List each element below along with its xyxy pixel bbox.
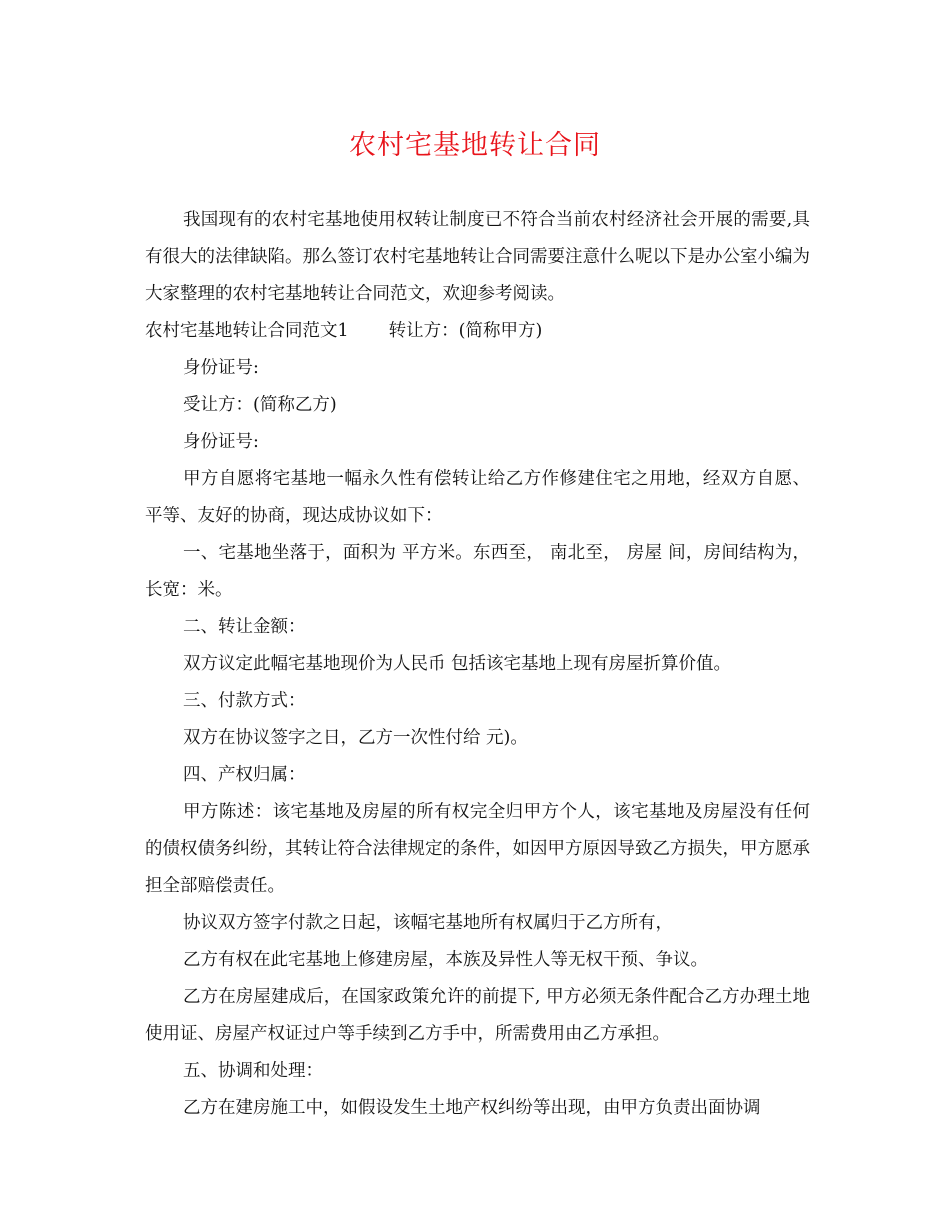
clause-4-paragraph-3: 乙方有权在此宅基地上修建房屋，本族及异性人等无权干预、争议。	[183, 950, 708, 970]
sample-heading-line	[145, 313, 810, 350]
transferee-id-line: 身份证号:	[183, 432, 259, 452]
clause-3-paragraph: 双方在协议签字之日，乙方一次性付给 元)。	[183, 728, 528, 748]
document-title: 农村宅基地转让合同	[349, 130, 601, 161]
agreement-paragraph: 甲方自愿将宅基地一幅永久性有偿转让给乙方作修建住宅之用地，经双方自愿、平等、友好的协商，现达成协议如下：	[145, 469, 810, 526]
document-body	[145, 202, 810, 1127]
clause-1-paragraph: 一、宅基地坐落于，面积为 平方米。东西至， 南北至， 房屋 间，房间结构为，长宽：米。	[145, 543, 810, 600]
clause-5-heading: 五、协调和处理：	[183, 1061, 323, 1081]
clause-3-heading: 三、付款方式：	[183, 691, 306, 711]
clause-4-heading: 四、产权归属：	[183, 765, 306, 785]
clause-4-paragraph-1: 甲方陈述：该宅基地及房屋的所有权完全归甲方个人，该宅基地及房屋没有任何的债权债务纠纷，其转让符合法律规定的条件，如因甲方原因导致乙方损失，甲方愿承担全部赔偿责任。	[145, 802, 810, 896]
transferor-line: 转让方：(简称甲方)	[388, 321, 543, 341]
transferor-id-line: 身份证号:	[183, 358, 259, 378]
clause-2-heading: 二、转让金额：	[183, 617, 306, 637]
transferee-line: 受让方：(简称乙方)	[183, 395, 337, 415]
sample-heading: 农村宅基地转让合同范文1	[145, 321, 349, 341]
clause-4-paragraph-4: 乙方在房屋建成后，在国家政策允许的前提下, 甲方必须无条件配合乙方办理土地使用证、房屋产权证过户等手续到乙方手中，所需费用由乙方承担。	[145, 987, 810, 1044]
clause-5-paragraph: 乙方在建房施工中，如假设发生土地产权纠纷等出现，由甲方负责出面协调	[183, 1098, 761, 1118]
intro-paragraph: 我国现有的农村宅基地使用权转让制度已不符合当前农村经济社会开展的需要,具有很大的法律缺陷。那么签订农村宅基地转让合同需要注意什么呢以下是办公室小编为大家整理的农村宅基地转让合同范文，欢迎参考阅读。	[145, 210, 810, 304]
clause-4-paragraph-2: 协议双方签字付款之日起，该幅宅基地所有权属归于乙方所有，	[183, 913, 673, 933]
clause-2-paragraph: 双方议定此幅宅基地现价为人民币 包括该宅基地上现有房屋折算价值。	[183, 654, 732, 674]
